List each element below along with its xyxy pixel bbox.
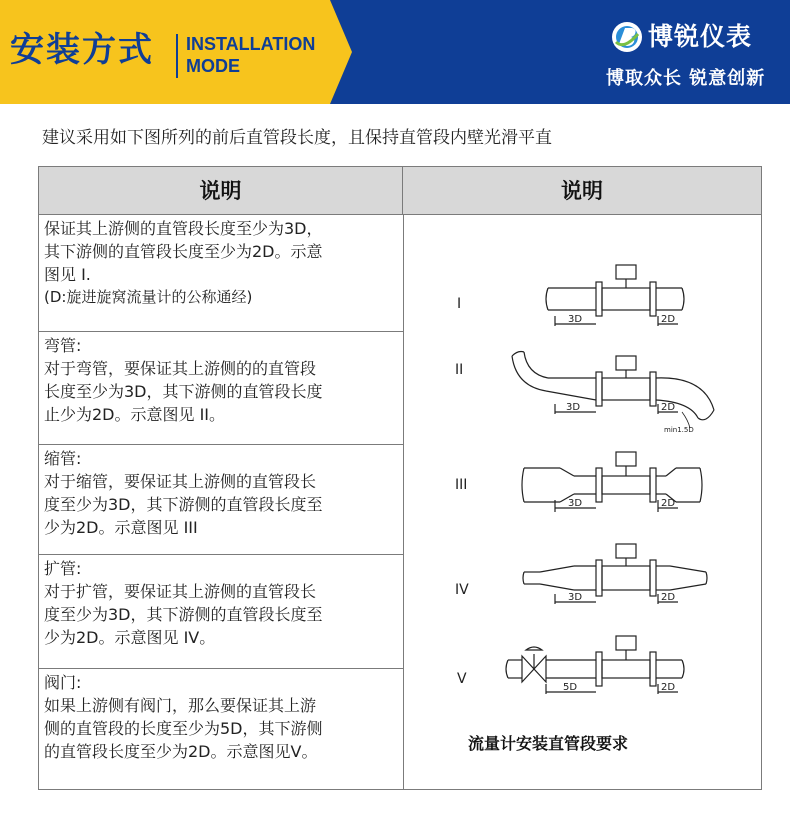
row-line: 图见 I. [44, 265, 91, 284]
diagram-3-downstream-label: 2D [661, 498, 676, 509]
intro-text: 建议采用如下图所列的前后直管段长度，且保持直管段内壁光滑平直 [42, 128, 552, 148]
row-line: 度至少为3D，其下游侧的直管段长度至 [44, 605, 323, 624]
row-line: 少为2D。示意图见 IV。 [44, 628, 216, 647]
diagram-numeral-1: I [457, 296, 462, 312]
diagram-5-downstream-label: 2D [661, 682, 676, 693]
page-title-en-line2: MODE [186, 56, 240, 76]
row-line: 度至少为3D，其下游侧的直管段长度至 [44, 495, 323, 514]
diagram-elbow-pipe [512, 352, 714, 429]
row-line: 的直管段长度至少为2D。示意图见V。 [44, 742, 318, 761]
row-line: 长度至少为3D，其下游侧的直管段长度 [44, 382, 323, 401]
row-line: 其下游侧的直管段长度至少为2D。示意 [44, 242, 323, 261]
diagram-4-upstream-label: 3D [568, 592, 583, 603]
row-line: 止少为2D。示意图见 II。 [44, 405, 226, 424]
row-line: 对于缩管，要保证其上游侧的直管段长 [44, 472, 317, 491]
row-line: 少为2D。示意图见 III [44, 518, 198, 537]
table-header-left: 说明 [39, 167, 403, 215]
diagram-2-note: min1.5D [664, 426, 694, 434]
diagram-caption: 流量计安装直管段要求 [468, 734, 629, 753]
row-line: 弯管: [44, 336, 82, 355]
diagram-numeral-4: IV [455, 582, 469, 598]
row-line: 扩管: [44, 559, 82, 578]
row-line: (D:旋进旋窝流量计的公称通经) [44, 288, 253, 306]
row-line: 阀门: [44, 673, 82, 692]
brand-slogan: 博取众长 锐意创新 [606, 68, 766, 89]
diagram-4-downstream-label: 2D [661, 592, 676, 603]
row-line: 对于弯管，要保证其上游侧的的直管段 [44, 359, 317, 378]
diagram-1-downstream-label: 2D [661, 314, 676, 325]
row-line: 如果上游侧有阀门，那么要保证其上游 [44, 696, 317, 715]
diagram-2-upstream-label: 3D [566, 402, 581, 413]
row-line: 缩管: [44, 449, 82, 468]
diagram-1-upstream-label: 3D [568, 314, 583, 325]
diagram-3-upstream-label: 3D [568, 498, 583, 509]
diagram-5-upstream-label: 5D [563, 682, 578, 693]
diagram-expander-pipe [523, 544, 707, 604]
diagram-valve-pipe [506, 636, 684, 694]
diagram-numeral-5: V [457, 671, 467, 687]
diagram-2-downstream-label: 2D [661, 402, 676, 413]
diagram-numeral-3: III [455, 477, 468, 493]
page-title: 安装方式 [10, 30, 154, 70]
diagram-numeral-2: II [455, 362, 464, 378]
brand-name: 博锐仪表 [648, 22, 753, 51]
row-line: 保证其上游侧的直管段长度至少为3D， [44, 219, 323, 238]
table-header-right: 说明 [403, 167, 761, 215]
page-title-en-line1: INSTALLATION [186, 34, 316, 54]
row-line: 对于扩管，要保证其上游侧的直管段长 [44, 582, 317, 601]
row-line: 侧的直管段的长度至少为5D，其下游侧 [44, 719, 323, 738]
